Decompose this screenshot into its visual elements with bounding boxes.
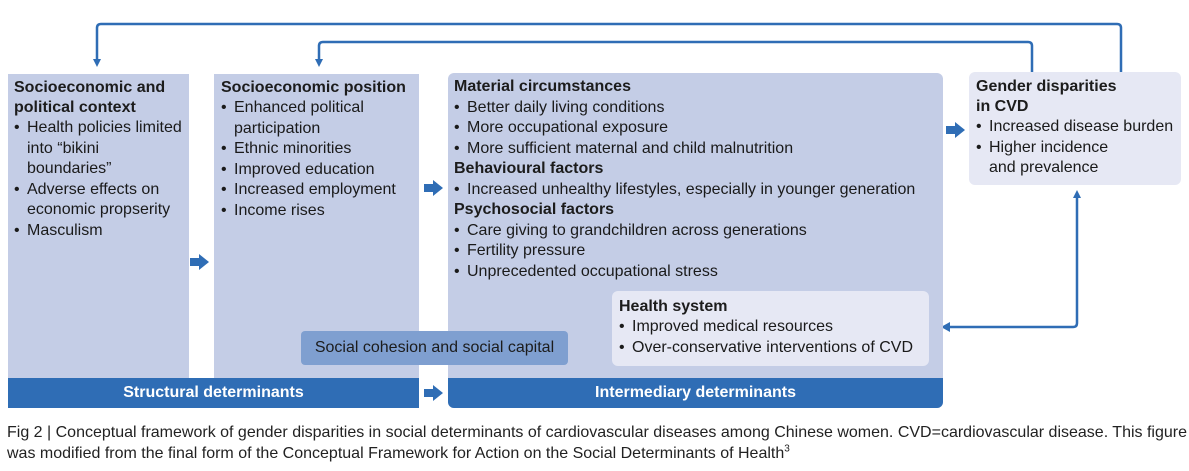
list-item: • Increased employment: [221, 180, 413, 201]
list-item: • Improved medical resources: [619, 317, 923, 338]
list-item: • Higher incidence and prevalence: [976, 138, 1175, 179]
figure-caption-text: Fig 2 | Conceptual framework of gender disparities in social determinants of cardiovascular diseases among Chinese women. CVD=cardiovascular disease. This figure was modified from the final form of the Conceptual Framework for Action on the Social Determinants of Health: [7, 424, 1187, 462]
psychosocial-factors-list: [454, 221, 937, 283]
gender-disparities-title-line1: Gender disparities: [976, 78, 1117, 95]
arrow-context-to-position: [190, 254, 209, 270]
feedback-loop-inner: [319, 42, 1032, 72]
intermediary-determinants-band: Intermediary determinants: [448, 378, 943, 408]
arrow-structural-to-intermediary-band: [424, 385, 443, 401]
socioeconomic-political-context-title: Socioeconomic and political context: [14, 79, 166, 116]
list-item: • Unprecedented occupational stress: [454, 262, 937, 283]
gender-disparities-list: [976, 117, 1175, 179]
figure-caption: [7, 422, 1187, 464]
list-item: • Masculism: [14, 221, 183, 242]
list-item: • Over-conservative interventions of CVD: [619, 338, 923, 359]
gender-disparities-title: [976, 77, 1175, 117]
list-item: • More sufficient maternal and child malnutrition: [454, 139, 937, 160]
list-item: • Better daily living conditions: [454, 98, 937, 119]
list-item: • Health policies limited into “bikini boundaries”: [14, 118, 183, 180]
socioeconomic-political-context-list: [14, 118, 183, 241]
structural-determinants-band: Structural determinants: [8, 378, 419, 408]
psychosocial-factors-title: Psychosocial factors: [454, 201, 615, 218]
arrow-position-to-intermediary: [424, 180, 443, 196]
material-circumstances-list: [454, 98, 937, 160]
socioeconomic-position-title: Socioeconomic position: [221, 79, 406, 96]
list-item: • Improved education: [221, 160, 413, 181]
figure-caption-reference: 3: [784, 443, 790, 455]
list-item: • Care giving to grandchildren across generations: [454, 221, 937, 242]
material-circumstances-title: Material circumstances: [454, 78, 631, 95]
list-item: • Ethnic minorities: [221, 139, 413, 160]
list-item: • Fertility pressure: [454, 241, 937, 262]
gender-disparities-box: [969, 72, 1181, 185]
health-system-box: [612, 291, 929, 366]
list-item: • Increased disease burden: [976, 117, 1175, 138]
socioeconomic-position-list: [221, 98, 413, 221]
behavioural-factors-title: Behavioural factors: [454, 160, 604, 177]
behavioural-factors-list: [454, 180, 937, 201]
list-item: • Increased unhealthy lifestyles, especially in younger generation: [454, 180, 937, 201]
feedback-loop-outer: [97, 24, 1121, 72]
social-cohesion-box: Social cohesion and social capital: [301, 331, 568, 365]
list-item: • Adverse effects on economic propserity: [14, 180, 183, 221]
gender-disparities-title-line2: in CVD: [976, 98, 1029, 115]
health-system-title: Health system: [619, 298, 728, 315]
health-system-list: [619, 317, 923, 358]
list-item: • Enhanced political participation: [221, 98, 413, 139]
health-system-to-outcome-connector: [948, 194, 1077, 327]
arrow-intermediary-to-outcome: [946, 122, 965, 138]
socioeconomic-political-context-box: [8, 74, 189, 408]
list-item: • More occupational exposure: [454, 118, 937, 139]
list-item: • Income rises: [221, 201, 413, 222]
